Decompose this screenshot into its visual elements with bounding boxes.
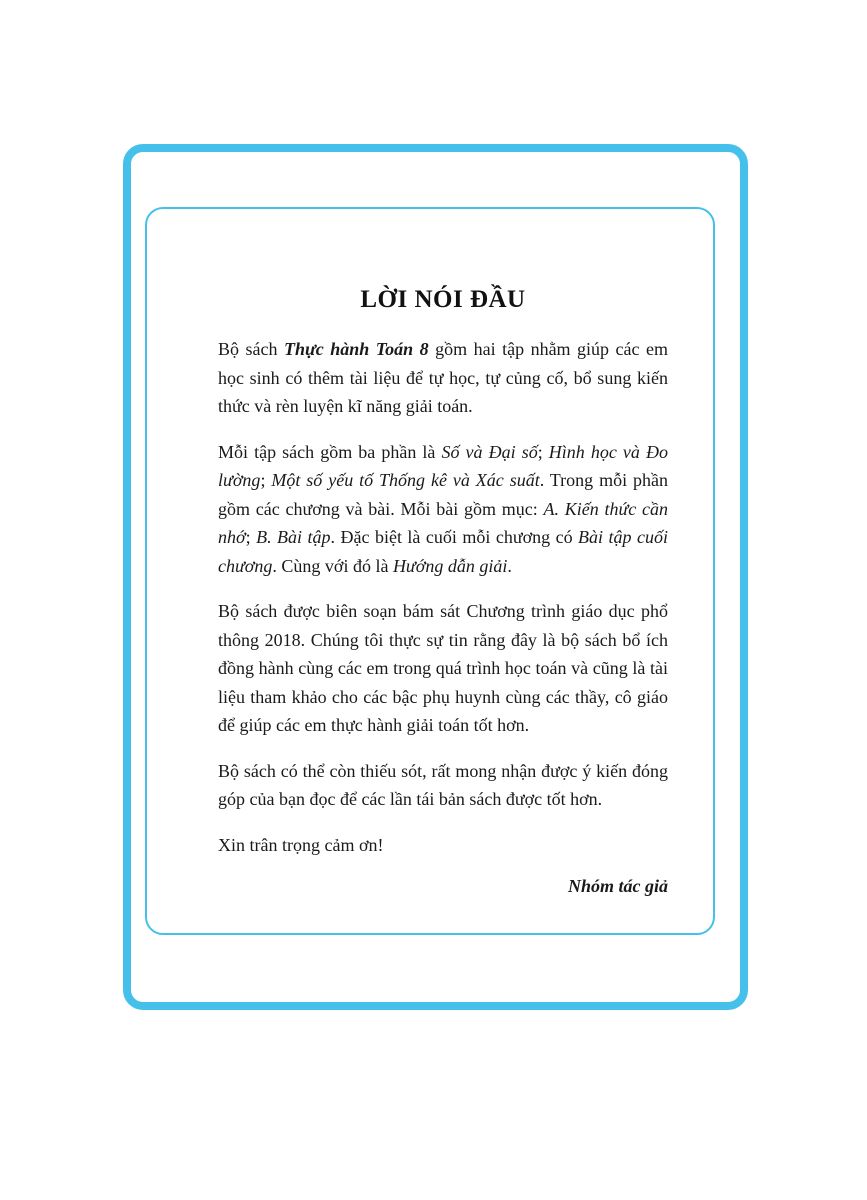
book-title: Thực hành Toán 8 xyxy=(283,339,429,359)
paragraph-structure xyxy=(218,438,668,581)
structure-text-g: . Trong mỗi phần gồm các chương và bài. Mỗi bài gồm mục: xyxy=(218,470,668,519)
paragraph-feedback: Bộ sách có thể còn thiếu sót, rất mong nhận được ý kiến đóng góp của bạn đọc để các lần tái bản sách được tốt hơn. xyxy=(218,760,668,809)
section-geometry: Hình học và Đo lường xyxy=(218,441,668,490)
paragraph-intro xyxy=(218,335,668,421)
item-exercises: B. Bài tập xyxy=(256,527,331,547)
section-statistics: Một số yếu tố Thống kê và Xác suất xyxy=(271,470,540,490)
structure-text-a: Mỗi tập sách gồm ba phần là xyxy=(218,441,442,462)
section-algebra: Số và Đại số xyxy=(441,441,538,462)
preface-content xyxy=(218,283,668,897)
intro-text-a: Bộ sách xyxy=(218,339,284,359)
structure-text-m: . Cùng với đó là xyxy=(272,555,393,576)
page-title: LỜI NÓI ĐẦU xyxy=(360,286,526,313)
structure-text-o: . xyxy=(507,555,512,576)
structure-sep-3: ; xyxy=(245,527,257,547)
item-chapter-exercises: Bài tập cuối chương xyxy=(218,527,668,576)
structure-sep-2: ; xyxy=(260,470,272,490)
item-knowledge: A. Kiến thức cần nhớ xyxy=(218,498,668,547)
item-solutions: Hướng dẫn giải xyxy=(392,555,508,576)
structure-sep-1: ; xyxy=(537,441,549,462)
author-signature: Nhóm tác giả xyxy=(567,876,668,896)
structure-text-k: . Đặc biệt là cuối mỗi chương có xyxy=(330,527,579,547)
paragraph-curriculum: Bộ sách được biên soạn bám sát Chương trình giáo dục phổ thông 2018. Chúng tôi thực sự tin rằng đây là bộ sách bổ ích đồng hành cùng các em trong quá trình học toán và cũng là tài liệu tham khảo cho các bậc phụ huynh cùng các thầy, cô giáo để giúp các em thực hành giải toán tốt hơn. xyxy=(218,601,668,735)
paragraph-thanks: Xin trân trọng cảm ơn! xyxy=(218,834,384,855)
intro-text-c: gồm hai tập nhằm giúp các em học sinh có thêm tài liệu để tự học, tự củng cố, bổ sung kiến thức và rèn luyện kĩ năng giải toán. xyxy=(218,339,668,416)
